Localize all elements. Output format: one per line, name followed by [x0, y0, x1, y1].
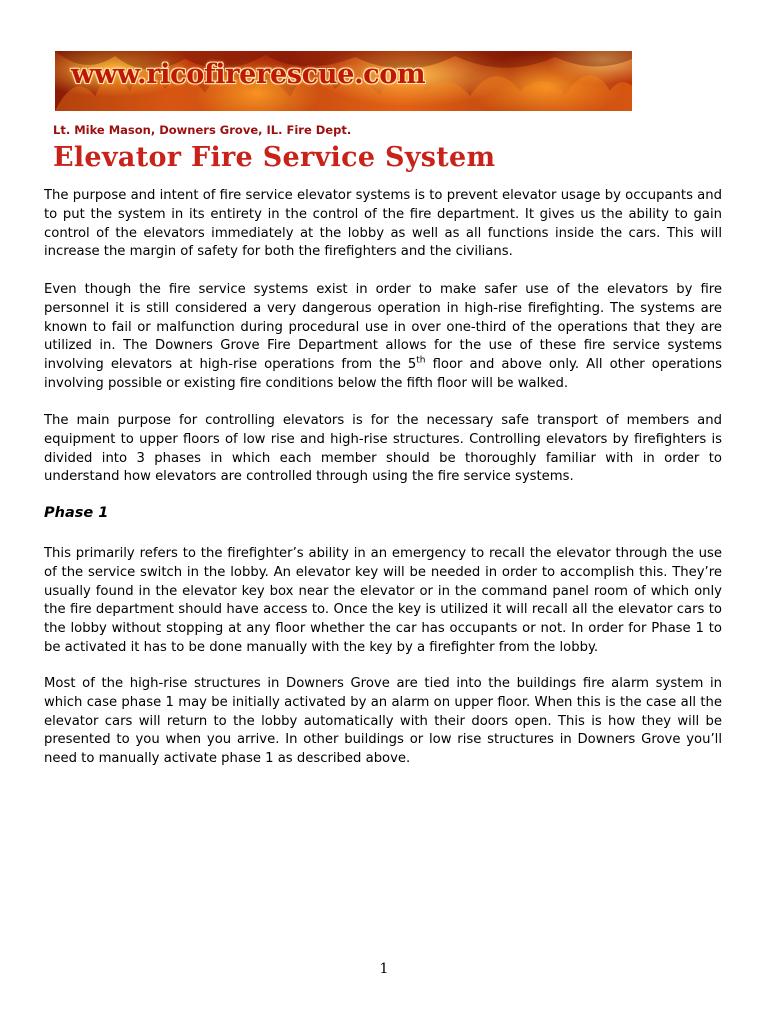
paragraph-purpose: The main purpose for controlling elevators is for the necessary safe transport of members and equipment to upper floors of low rise and high-rise structures. Controlling elevators by firefighters is divided into 3 phases in which each member should be thoroughly familiar with in order to understand how elevators are controlled through using the fire service systems.: [44, 413, 722, 485]
document-title: Elevator Fire Service System: [53, 142, 496, 173]
paragraph-phase1-recall: This primarily refers to the firefighter’s ability in an emergency to recall the elevator through the use of the service switch in the lobby. An elevator key will be needed in order to accomplish this. They’re usually found in the elevator key box near the elevator or in the command panel room of which only the fire department should have access to. Once the key is utilized it will recall all the elevator cars to the lobby without stopping at any floor whether the car has occupants or not. In order for Phase 1 to be activated it has to be done manually with the key by a firefighter from the lobby.: [44, 546, 722, 655]
page-number: 1: [379, 961, 389, 977]
paragraph-danger-part2: floor and above only. All other operations involving possible or existing fire conditions below the fifth floor will be walked.: [44, 357, 722, 391]
ordinal-superscript: th: [416, 355, 426, 366]
header-banner-image: [55, 51, 632, 111]
paragraph-danger-part1: Even though the fire service systems exist in order to make safer use of the elevators by fire personnel it is still considered a very dangerous operation in high-rise firefighting. The systems are known to fail or malfunction during procedural use in over one-third of the operations that they are utilized in. The Downers Grove Fire Department allows for the use of these fire service systems involving elevators at high-rise operations from the 5: [44, 282, 722, 373]
paragraph-intro: The purpose and intent of fire service elevator systems is to prevent elevator usage by occupants and to put the system in its entirety in the control of the fire department. It gives us the ability to gain control of the elevators immediately at the lobby as well as all functions inside the cars. This will increase the margin of safety for both the firefighters and the civilians.: [44, 188, 722, 260]
paragraph-danger: [44, 281, 722, 394]
site-url-logo: www.ricofirerescue.com: [71, 59, 426, 90]
phase-1-heading: Phase 1: [44, 505, 109, 521]
author-line: Lt. Mike Mason, Downers Grove, IL. Fire Dept.: [53, 123, 352, 137]
paragraph-phase1-alarm: Most of the high-rise structures in Downers Grove are tied into the buildings fire alarm system in which case phase 1 may be initially activated by an alarm on upper floor. When this is the case all the elevator cars will return to the lobby automatically with their doors open. This is how they will be presented to you when you arrive. In other buildings or low rise structures in Downers Grove you’ll need to manually activate phase 1 as described above.: [44, 676, 722, 767]
